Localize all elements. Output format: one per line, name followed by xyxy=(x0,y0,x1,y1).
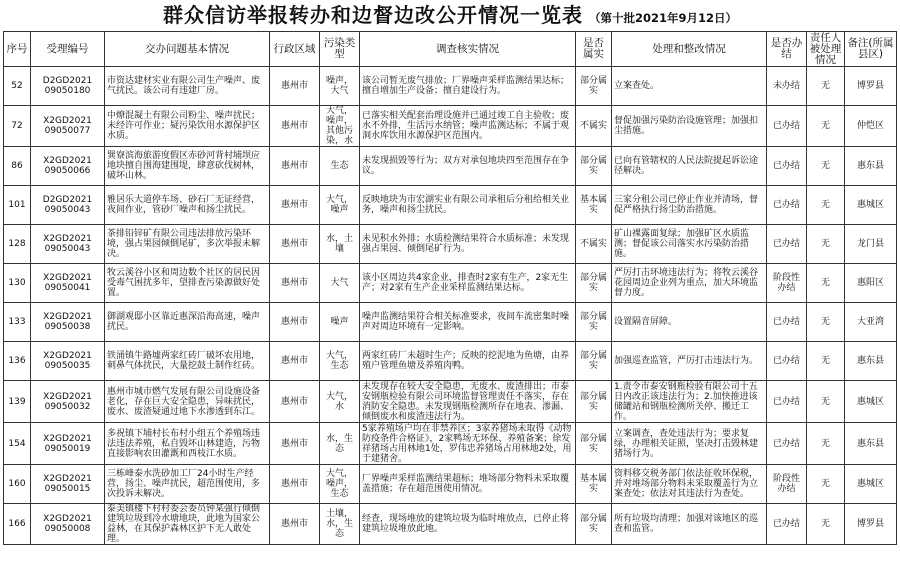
cell-action: 已向有管辖权的人民法院提起诉讼途径解决。 xyxy=(612,147,767,186)
cell-issue: 牧云溪谷小区和周边数个社区的居民因受毒气困扰多年，望排查污染源做好处置。 xyxy=(105,264,270,303)
cell-true: 基本属实 xyxy=(576,465,612,504)
cell-true: 部分属实 xyxy=(576,147,612,186)
cell-action: 督促加强污染防治设施管理；加强扣尘措施。 xyxy=(612,106,767,147)
cell-done: 已办结 xyxy=(767,225,807,264)
cell-person: 无 xyxy=(807,303,845,342)
cell-region: 惠州市 xyxy=(270,147,320,186)
cell-finding: 未发现损毁等行为；双方对承包地块四至范围存在争议。 xyxy=(360,147,576,186)
cell-type: 大气，噪声，生态 xyxy=(320,465,360,504)
cell-done: 未办结 xyxy=(767,67,807,106)
cell-type: 水，生态 xyxy=(320,423,360,465)
cell-done: 已办结 xyxy=(767,186,807,225)
col-header-issue: 交办问题基本情况 xyxy=(105,32,270,67)
cell-issue: 铁涌镇牛路墟两家红砖厂破坏农用地，刺鼻气体扰民，大量挖鼓土制作红砖。 xyxy=(105,342,270,381)
cell-region: 惠州市 xyxy=(270,264,320,303)
cell-person: 无 xyxy=(807,67,845,106)
cell-finding: 5家养殖场户均在非禁养区；3家养猪场未取得《动物防疫条件合格证》，2家鸭场无环保、养殖备案；徐发祥猪场占用林地1处，罗伟忠养猪场占用林地2处，用于建猪舍。 xyxy=(360,423,576,465)
cell-issue: 三栋峰泰水洗砂加工厂24小时生产经营，扬尘、噪声扰民，超范围使用，多次投诉未解决。 xyxy=(105,465,270,504)
cell-no: 52 xyxy=(4,67,31,106)
cell-no: 166 xyxy=(4,504,31,545)
cell-type: 大气 xyxy=(320,264,360,303)
cell-type: 噪声 xyxy=(320,303,360,342)
cell-no: 86 xyxy=(4,147,31,186)
cell-code: X2GD2021 09050019 xyxy=(31,423,105,465)
cell-person: 无 xyxy=(807,225,845,264)
cell-region: 惠州市 xyxy=(270,106,320,147)
cell-true: 基本属实 xyxy=(576,186,612,225)
cell-type: 土壤，水，生态 xyxy=(320,504,360,545)
col-header-finding: 调查核实情况 xyxy=(360,32,576,67)
cell-finding: 该公司暂无废气排放；厂界噪声采样监测结果达标；擅自增加生产设备；擅自建设行为。 xyxy=(360,67,576,106)
cell-person: 无 xyxy=(807,186,845,225)
col-header-region: 行政区域 xyxy=(270,32,320,67)
col-header-action: 处理和整改情况 xyxy=(612,32,767,67)
table-row xyxy=(4,264,897,303)
cell-issue: 泰美镇楼下村村委会委员钟某强行倾倒建筑垃圾到冷水塘地块，此地为国家公益林，在其保护森林区护下无人敢处理。 xyxy=(105,504,270,545)
table-row xyxy=(4,303,897,342)
cell-no: 154 xyxy=(4,423,31,465)
cell-code: D2GD2021 09050180 xyxy=(31,67,105,106)
table-row xyxy=(4,381,897,423)
cell-finding: 反映地块为市宏湖实业有限公司承租后分租给相关业务，噪声和扬尘扰民。 xyxy=(360,186,576,225)
cell-action: 三家分租公司已停止作业并清场，督促严格执行扬尘防治措施。 xyxy=(612,186,767,225)
cell-person: 无 xyxy=(807,423,845,465)
cell-action: 立案查处。 xyxy=(612,67,767,106)
cell-true: 部分属实 xyxy=(576,342,612,381)
cell-county: 惠城区 xyxy=(845,381,897,423)
cell-region: 惠州市 xyxy=(270,342,320,381)
cell-no: 160 xyxy=(4,465,31,504)
col-header-no: 序号 xyxy=(4,32,31,67)
cell-county: 惠东县 xyxy=(845,342,897,381)
cell-action: 严厉打击环境违法行为；将牧云溪谷花园周边企业列为重点，加大环境监督力度。 xyxy=(612,264,767,303)
table-row xyxy=(4,225,897,264)
cell-action: 矿山裸露面复绿；加强矿区水质监测；督促该公司落实水污染防治措施。 xyxy=(612,225,767,264)
col-header-true: 是否属实 xyxy=(576,32,612,67)
cell-done: 阶段性办结 xyxy=(767,465,807,504)
cell-region: 惠州市 xyxy=(270,225,320,264)
cell-code: X2GD2021 09050035 xyxy=(31,342,105,381)
cell-county: 惠城区 xyxy=(845,186,897,225)
cell-type: 噪声，大气 xyxy=(320,67,360,106)
cell-no: 139 xyxy=(4,381,31,423)
cell-issue: 雅居乐大道停车场、砂石厂无证经营，夜间作业，管砂厂噪声和扬尘扰民。 xyxy=(105,186,270,225)
cell-finding: 未见积水外排；水质检测结果符合水质标准；未发现强占果园、倾倒尾矿行为。 xyxy=(360,225,576,264)
cell-no: 130 xyxy=(4,264,31,303)
cell-region: 惠州市 xyxy=(270,67,320,106)
cell-person: 无 xyxy=(807,264,845,303)
cell-person: 无 xyxy=(807,147,845,186)
cell-person: 无 xyxy=(807,465,845,504)
page-title: 群众信访举报转办和边督边改公开情况一览表 xyxy=(162,3,583,27)
cell-true: 不属实 xyxy=(576,225,612,264)
cell-finding: 噪声监测结果符合相关标准要求，夜间车流密集时噪声对周边环境有一定影响。 xyxy=(360,303,576,342)
cell-true: 部分属实 xyxy=(576,264,612,303)
cell-type: 大气，水 xyxy=(320,381,360,423)
cell-finding: 两家红砖厂未超时生产；反映的挖泥地为鱼塘，由养殖户管理鱼塘及养殖肉鸭。 xyxy=(360,342,576,381)
cell-region: 惠州市 xyxy=(270,423,320,465)
table-row xyxy=(4,504,897,545)
cell-issue: 多祝镇下埔村长布村小组五个养殖场违法违法养殖，私自毁坏山林建造，污物直接影响农田灌溉和西枝江水质。 xyxy=(105,423,270,465)
cell-true: 部分属实 xyxy=(576,381,612,423)
cell-action: 1.责令市泰安钢瓶检验有限公司十五日内改正该违法行为；2.加快推进该储罐站和钢瓶检测所关停、搬迁工作。 xyxy=(612,381,767,423)
cell-true: 部分属实 xyxy=(576,67,612,106)
page-subtitle: （第十批2021年9月12日） xyxy=(588,11,737,25)
cell-done: 已办结 xyxy=(767,106,807,147)
table-row xyxy=(4,423,897,465)
cell-person: 无 xyxy=(807,381,845,423)
table-row xyxy=(4,186,897,225)
cell-finding: 厂界噪声采样监测结果超标；堆场部分物料未采取覆盖措施；存在超范围使用情况。 xyxy=(360,465,576,504)
cell-done: 已办结 xyxy=(767,423,807,465)
cell-type: 大气，生态 xyxy=(320,342,360,381)
cell-done: 阶段性办结 xyxy=(767,264,807,303)
cell-done: 已办结 xyxy=(767,504,807,545)
cell-code: X2GD2021 09050032 xyxy=(31,381,105,423)
cell-county: 惠阳区 xyxy=(845,264,897,303)
report-table xyxy=(3,31,897,545)
cell-done: 已办结 xyxy=(767,303,807,342)
table-row xyxy=(4,342,897,381)
cell-code: D2GD2021 09050043 xyxy=(31,186,105,225)
cell-code: X2GD2021 09050015 xyxy=(31,465,105,504)
cell-type: 大气，噪声，其他污染，水 xyxy=(320,106,360,147)
cell-no: 101 xyxy=(4,186,31,225)
cell-done: 已办结 xyxy=(767,342,807,381)
cell-no: 133 xyxy=(4,303,31,342)
cell-action: 资料移交税务部门依法征收环保税，并对堆场部分物料未采取覆盖行为立案查处；依法对其违法行为查处。 xyxy=(612,465,767,504)
cell-code: X2GD2021 09050066 xyxy=(31,147,105,186)
cell-county: 惠城区 xyxy=(845,465,897,504)
cell-person: 无 xyxy=(807,106,845,147)
col-header-type: 污染类型 xyxy=(320,32,360,67)
cell-person: 无 xyxy=(807,504,845,545)
cell-action: 立案调查，查处违法行为；要求复绿，办理相关证照，坚决打击毁林建猪场行为。 xyxy=(612,423,767,465)
cell-issue: 茶排铅锌矿有限公司违法排放污染环境，强占果园倾倒尾矿，多次举报未解决。 xyxy=(105,225,270,264)
col-header-person: 责任人被处理情况 xyxy=(807,32,845,67)
cell-no: 72 xyxy=(4,106,31,147)
cell-county: 博罗县 xyxy=(845,504,897,545)
cell-county: 龙门县 xyxy=(845,225,897,264)
cell-region: 惠州市 xyxy=(270,465,320,504)
table-row xyxy=(4,67,897,106)
cell-county: 大亚湾 xyxy=(845,303,897,342)
table-row xyxy=(4,465,897,504)
cell-code: X2GD2021 09050041 xyxy=(31,264,105,303)
cell-finding: 该小区周边共4家企业，排查时2家有生产，2家无生产；对2家有生产企业采样监测结果达标。 xyxy=(360,264,576,303)
cell-action: 设置隔音屏障。 xyxy=(612,303,767,342)
table-row xyxy=(4,106,897,147)
table-row xyxy=(4,147,897,186)
cell-code: X2GD2021 09050038 xyxy=(31,303,105,342)
cell-issue: 中燎混凝土有限公司粉尘、噪声扰民；未经许可作业；疑污染饮用水源保护区水质。 xyxy=(105,106,270,147)
cell-code: X2GD2021 09050008 xyxy=(31,504,105,545)
cell-finding: 已落实相关配套治理设施并已通过竣工自主验收；废水不外排，生活污水纳管；噪声监测达标；不属于观洞水库饮用水源保护区范围内。 xyxy=(360,106,576,147)
cell-true: 部分属实 xyxy=(576,504,612,545)
cell-person: 无 xyxy=(807,342,845,381)
cell-region: 惠州市 xyxy=(270,303,320,342)
cell-issue: 惠州市城市燃气发展有限公司设施设备老化，存在巨大安全隐患，异味扰民，废水、废渣疑通过地下水渗透到东江。 xyxy=(105,381,270,423)
cell-issue: 御湖观邸小区靠近惠深沿海高速，噪声扰民。 xyxy=(105,303,270,342)
cell-action: 加强巡查监管，严厉打击违法行为。 xyxy=(612,342,767,381)
cell-issue: 市资达建材实业有限公司生产噪声、废气扰民。该公司有违建厂房。 xyxy=(105,67,270,106)
col-header-done: 是否办结 xyxy=(767,32,807,67)
cell-issue: 巽寮滨海旅游度假区赤砂河背村埔坝应地块擅自围海建围堤，肆意砍伐树林，破坏山林。 xyxy=(105,147,270,186)
cell-true: 部分属实 xyxy=(576,423,612,465)
cell-county: 惠东县 xyxy=(845,147,897,186)
cell-finding: 未发现存在较大安全隐患，无废水、废渣排出；市泰安钢瓶检验有限公司环境监督管理责任不落实，存在消防安全隐患。未发现钢瓶检测所存在地表、渗漏、倾倒废水和废渣违法行为。 xyxy=(360,381,576,423)
cell-type: 生态 xyxy=(320,147,360,186)
cell-done: 已办结 xyxy=(767,147,807,186)
cell-region: 惠州市 xyxy=(270,504,320,545)
cell-county: 惠东县 xyxy=(845,423,897,465)
cell-code: X2GD2021 09050077 xyxy=(31,106,105,147)
cell-finding: 经查，现场堆放的建筑垃圾为临时堆放点，已停止将建筑垃圾堆放此地。 xyxy=(360,504,576,545)
cell-true: 部分属实 xyxy=(576,303,612,342)
header-row xyxy=(4,32,897,67)
cell-type: 水，土壤 xyxy=(320,225,360,264)
cell-county: 仲恺区 xyxy=(845,106,897,147)
cell-no: 136 xyxy=(4,342,31,381)
table-body xyxy=(4,67,897,545)
cell-no: 128 xyxy=(4,225,31,264)
cell-code: X2GD2021 09050043 xyxy=(31,225,105,264)
title-bar xyxy=(0,0,900,28)
col-header-code: 受理编号 xyxy=(31,32,105,67)
cell-type: 大气，噪声 xyxy=(320,186,360,225)
cell-region: 惠州市 xyxy=(270,381,320,423)
cell-region: 惠州市 xyxy=(270,186,320,225)
cell-action: 所有垃圾均清理；加强对该地区的巡查和监管。 xyxy=(612,504,767,545)
cell-true: 不属实 xyxy=(576,106,612,147)
col-header-county: 备注(所属县区) xyxy=(845,32,897,67)
cell-done: 已办结 xyxy=(767,381,807,423)
cell-county: 博罗县 xyxy=(845,67,897,106)
